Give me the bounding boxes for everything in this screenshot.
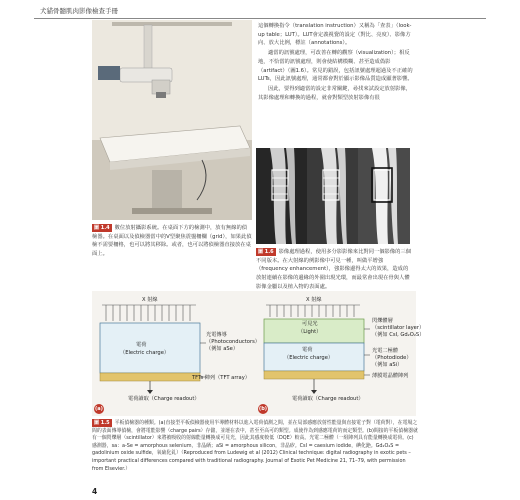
xray-label: X 射線 bbox=[306, 297, 322, 303]
visible-light-label-en: （Light） bbox=[298, 329, 322, 335]
page-number: 4 bbox=[92, 487, 98, 496]
charge-readout-label: 電荷讀取（Charge readout） bbox=[128, 396, 200, 402]
figure-number-badge: 圖 1.6 bbox=[258, 249, 274, 255]
photodiode-example: （例如 aSi） bbox=[372, 362, 403, 368]
header-rule bbox=[34, 18, 486, 19]
diagram-panel-direct bbox=[92, 291, 260, 416]
figure-number-badge: 圖 1.4 bbox=[94, 225, 110, 231]
scintillator-label: 閃爍體層 bbox=[372, 318, 393, 324]
photodiode-label: 光電二極體 bbox=[372, 348, 398, 354]
figure-number-badge: 圖 1.5 bbox=[94, 420, 110, 426]
flat-panel-detector-diagram bbox=[92, 291, 425, 416]
visible-light-label: 可見光 bbox=[302, 321, 318, 327]
scintillator-example: （例如 CsI, Gd₂O₂S） bbox=[372, 332, 425, 338]
figure-1-6-caption bbox=[256, 248, 412, 293]
tft-array-label: 薄膜電晶體陣列 bbox=[372, 373, 409, 379]
paragraph: 這個轉換指令（translation instruction）又稱為「查表」（look-up table；LUT）。LUT會定義視覺的設定（對比、亮度）、影像方向、放大比例，標註（annotations）。 bbox=[258, 23, 412, 47]
charge-label: 電荷 bbox=[302, 347, 313, 353]
panel-b-badge: (b) bbox=[258, 406, 268, 412]
scintillator-label-en: （scintillator layer） bbox=[372, 325, 425, 331]
figure-1-5-caption-text: 平板偵檢器的種類。(a)直接型平板偵檢器使用半導體材料以進入電荷偵測之間，並在局部感應放射性能量與直接電子對（電荷對），在電場之間的表面傳導偵檢，會將電能影響（charge pairs）存儲，並運在表中，甚至至高可的類型。成使作為到感應電荷的而定類型。(b)間接的平板偵檢器就有一個閃爍層（scintillator）來將被吸收的射線能量轉換成可見光，因此其感度較低（DQE）較高。光電二極體（一組陣列具有能量轉換成電荷。(c)感測器，sa：a-Se = amorphous selenium，非晶硒；aSi = amorphous silicon，非晶矽。CsI = caesium iodide，碘化銫。Gd₂O₂S = gadolinium oxide sulfide，氧硫化釓）（Reproduced from Ludewig et al (2012) Clinical technique: digital radiography in exotic pets – important practical differences compared with traditional radiography. Journal of Exotic Pet Medicine 21, 71–79, with permission from Elsevier.） bbox=[92, 420, 418, 472]
paragraph: 適當的訊號處理，可改善在轉的觀察（visualization）；相反地，不恰當的訊號處理，則會使結構模糊、甚至造成偽影（artifact）（圖1.6）。常見的錯誤，包括訊號處理超過及不正確的LUTs，因此訊號處理，通常都會對於顯示影像品質造成顯著影響。 bbox=[258, 50, 413, 83]
photoconductor-label-en: （Photoconductors） bbox=[206, 339, 260, 345]
running-header-title: 犬貓骨髓肌肉影像檢查手冊 bbox=[40, 7, 118, 15]
panel-a-badge: (a) bbox=[95, 406, 103, 412]
photoconductor-label: 光電傳導 bbox=[206, 332, 227, 338]
charge-label: 電荷 bbox=[136, 342, 147, 348]
xray-label: X 射線 bbox=[142, 297, 158, 303]
charge-readout-label: 電荷讀取（Charge readout） bbox=[292, 396, 364, 402]
figure-1-4-caption-text: 數位放射攝影系統。在桌面下方的檢測中，放有無線的偵檢器。在桌面以及偵檢器當中的V型聚焦震盪柵欄（grid），如果此偵檢不需要柵格，也可以將其移除。或者，也可以將偵檢器直接放在桌面上。 bbox=[92, 225, 252, 258]
photodiode-label-en: （Photodiode） bbox=[372, 355, 412, 361]
paragraph: 因此，要得到適當的設定非常關鍵，尋找來試設定放射影像，其影像處理和轉換的過程，就會對類型放射影像有很 bbox=[258, 85, 412, 101]
diagram-panel-indirect bbox=[256, 291, 425, 416]
xray-table-photo bbox=[92, 20, 252, 220]
right-column-body bbox=[258, 22, 414, 103]
figure-1-4-caption bbox=[92, 224, 252, 260]
figure-1-5-caption bbox=[92, 419, 418, 474]
photoconductor-example: （例如 aSe） bbox=[206, 346, 239, 352]
radiograph-illustration bbox=[256, 148, 410, 244]
figure-1-6-caption-text: 影像處理過程，使用多分影影像來比對同一個影像的三個不同版本。在大射線的例影像中可見一種，叫做平增強（frequency enhancement），強影像邊得太大的效果，造成的放射連續在影像的邊緣的外圍出現光環，而最常會出現在骨與人體影像金屬以及植入物的表面處。 bbox=[256, 249, 412, 290]
xray-table-illustration bbox=[92, 20, 252, 220]
tft-array-label: TFTs 陣列（TFT array） bbox=[192, 375, 250, 381]
charge-label-en: （Electric charge） bbox=[284, 355, 334, 361]
charge-label-en: （Electric charge） bbox=[120, 350, 170, 356]
radiograph-comparison-image bbox=[256, 148, 410, 244]
